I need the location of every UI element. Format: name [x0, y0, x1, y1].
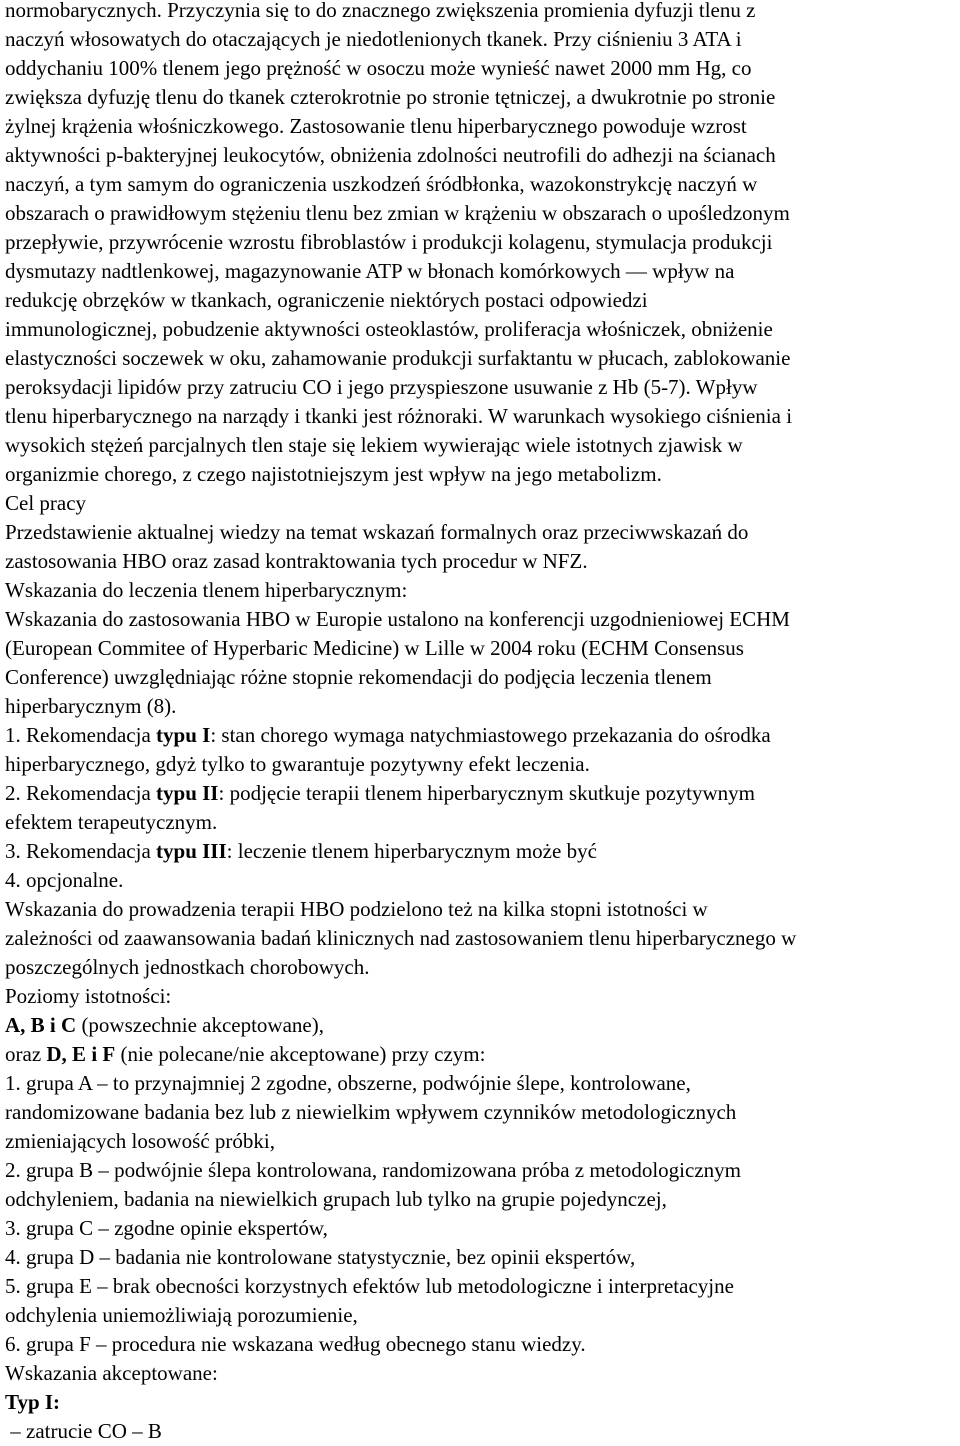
text-line: [5, 924, 958, 953]
bold-text-run: typu III: [156, 839, 227, 863]
text-line: [5, 1388, 958, 1417]
text-run: zwiększa dyfuzję tlenu do tkanek czterokrotnie po stronie tętniczej, a dwukrotnie po stronie: [5, 85, 776, 109]
text-line: [5, 721, 958, 750]
text-run: przepływie, przywrócenie wzrostu fibroblastów i produkcji kolagenu, stymulacja produkcji: [5, 230, 773, 254]
text-run: peroksydacji lipidów przy zatruciu CO i jego przyspieszone usuwanie z Hb (5-7). Wpływ: [5, 375, 758, 399]
text-run: obszarach o prawidłowym stężeniu tlenu bez zmian w krążeniu w obszarach o upośledzonym: [5, 201, 790, 225]
text-run: 4. opcjonalne.: [5, 868, 124, 892]
text-line: [5, 605, 958, 634]
text-line: [5, 141, 958, 170]
text-line: [5, 199, 958, 228]
bold-text-run: D, E i F: [46, 1042, 116, 1066]
text-line: [5, 663, 958, 692]
text-line: [5, 83, 958, 112]
text-run: zależności od zaawansowania badań klinicznych nad zastosowaniem tlenu hiperbarycznego w: [5, 926, 797, 950]
text-line: [5, 1272, 958, 1301]
text-line: [5, 344, 958, 373]
text-line: [5, 228, 958, 257]
text-line: [5, 257, 958, 286]
text-line: [5, 112, 958, 141]
text-run: naczyń włosowatych do otaczających je niedotlenionych tkanek. Przy ciśnieniu 3 ATA i: [5, 27, 742, 51]
text-line: [5, 1040, 958, 1069]
text-line: [5, 1185, 958, 1214]
text-line: [5, 402, 958, 431]
text-line: [5, 170, 958, 199]
text-run: normobarycznych. Przyczynia się to do znacznego zwiększenia promienia dyfuzji tlenu z: [5, 0, 756, 22]
text-run: zastosowania HBO oraz zasad kontraktowania tych procedur w NFZ.: [5, 549, 588, 573]
text-run: 6. grupa F – procedura nie wskazana według obecnego stanu wiedzy.: [5, 1332, 586, 1356]
text-run: 1. grupa A – to przynajmniej 2 zgodne, obszerne, podwójnie ślepe, kontrolowane,: [5, 1071, 691, 1095]
text-run: redukcję obrzęków w tkankach, ograniczenie niektórych postaci odpowiedzi: [5, 288, 648, 312]
text-run: 1. Rekomendacja: [5, 723, 157, 747]
text-run: : podjęcie terapii tlenem hiperbarycznym skutkuje pozytywnym: [218, 781, 755, 805]
text-run: Wskazania do zastosowania HBO w Europie ustalono na konferencji uzgodnieniowej ECHM: [5, 607, 790, 631]
text-run: 2. Rekomendacja: [5, 781, 157, 805]
text-line: [5, 808, 958, 837]
text-line: [5, 0, 958, 25]
bold-text-run: A, B i C: [5, 1013, 77, 1037]
text-line: [5, 576, 958, 605]
text-run: (nie polecane/nie akceptowane) przy czym:: [115, 1042, 486, 1066]
text-run: oddychaniu 100% tlenem jego prężność w osoczu może wynieść nawet 2000 mm Hg, co: [5, 56, 752, 80]
text-line: [5, 1127, 958, 1156]
text-line: [5, 953, 958, 982]
text-line: [5, 1098, 958, 1127]
text-line: [5, 750, 958, 779]
text-line: [5, 837, 958, 866]
text-run: : stan chorego wymaga natychmiastowego przekazania do ośrodka: [210, 723, 771, 747]
text-line: [5, 895, 958, 924]
text-line: [5, 1156, 958, 1185]
text-line: [5, 1417, 958, 1446]
text-run: oraz: [5, 1042, 47, 1066]
text-line: [5, 1243, 958, 1272]
text-line: [5, 286, 958, 315]
text-run: wysokich stężeń parcjalnych tlen staje się lekiem wywierając wiele istotnych zjawisk w: [5, 433, 743, 457]
text-run: Wskazania akceptowane:: [5, 1361, 218, 1385]
text-run: (European Commitee of Hyperbaric Medicine) w Lille w 2004 roku (ECHM Consensus: [5, 636, 744, 660]
text-line: [5, 460, 958, 489]
text-run: odchyleniem, badania na niewielkich grupach lub tylko na grupie pojedynczej,: [5, 1187, 667, 1211]
text-line: [5, 1214, 958, 1243]
text-run: Wskazania do leczenia tlenem hiperbarycznym:: [5, 578, 408, 602]
text-line: [5, 25, 958, 54]
text-run: : leczenie tlenem hiperbarycznym może być: [226, 839, 597, 863]
text-run: 3. Rekomendacja: [5, 839, 157, 863]
text-run: aktywności p-bakteryjnej leukocytów, obniżenia zdolności neutrofili do adhezji na ścianach: [5, 143, 776, 167]
text-line: [5, 547, 958, 576]
text-run: 2. grupa B – podwójnie ślepa kontrolowana, randomizowana próba z metodologicznym: [5, 1158, 741, 1182]
text-line: [5, 489, 958, 518]
text-run: naczyń, a tym samym do ograniczenia uszkodzeń śródbłonka, wazokonstrykcję naczyń w: [5, 172, 758, 196]
text-line: [5, 431, 958, 460]
text-run: tlenu hiperbarycznego na narządy i tkanki jest różnoraki. W warunkach wysokiego ciśnienia i: [5, 404, 793, 428]
text-run: poszczególnych jednostkach chorobowych.: [5, 955, 370, 979]
text-line: [5, 1330, 958, 1359]
text-run: Poziomy istotności:: [5, 984, 172, 1008]
text-run: organizmie chorego, z czego najistotniejszym jest wpływ na jego metabolizm.: [5, 462, 662, 486]
text-run: immunologicznej, pobudzenie aktywności osteoklastów, proliferacja włośniczek, obniżenie: [5, 317, 773, 341]
text-run: Wskazania do prowadzenia terapii HBO podzielono też na kilka stopni istotności w: [5, 897, 708, 921]
text-run: (powszechnie akceptowane),: [76, 1013, 324, 1037]
text-run: dysmutazy nadtlenkowej, magazynowanie ATP w błonach komórkowych — wpływ na: [5, 259, 735, 283]
text-line: [5, 54, 958, 83]
text-line: [5, 982, 958, 1011]
text-run: hiperbarycznego, gdyż tylko to gwarantuje pozytywny efekt leczenia.: [5, 752, 590, 776]
text-line: [5, 1359, 958, 1388]
text-run: Cel pracy: [5, 491, 87, 515]
text-run: Conference) uwzględniając różne stopnie rekomendacji do podjęcia leczenia tlenem: [5, 665, 712, 689]
text-line: [5, 1301, 958, 1330]
text-run: żylnej krążenia włośniczkowego. Zastosowanie tlenu hiperbarycznego powoduje wzrost: [5, 114, 747, 138]
text-line: [5, 373, 958, 402]
text-line: [5, 692, 958, 721]
text-line: [5, 779, 958, 808]
text-line: [5, 1011, 958, 1040]
text-run: 5. grupa E – brak obecności korzystnych efektów lub metodologiczne i interpretacyjne: [5, 1274, 734, 1298]
text-line: [5, 1069, 958, 1098]
text-run: elastyczności soczewek w oku, zahamowanie produkcji surfaktantu w płucach, zablokowanie: [5, 346, 791, 370]
text-run: zmieniających losowość próbki,: [5, 1129, 276, 1153]
text-run: hiperbarycznym (8).: [5, 694, 177, 718]
bold-text-run: typu I: [156, 723, 211, 747]
bold-text-run: Typ I:: [5, 1390, 61, 1414]
text-run: 4. grupa D – badania nie kontrolowane statystycznie, bez opinii ekspertów,: [5, 1245, 636, 1269]
text-line: [5, 315, 958, 344]
text-run: 3. grupa C – zgodne opinie ekspertów,: [5, 1216, 328, 1240]
text-run: Przedstawienie aktualnej wiedzy na temat wskazań formalnych oraz przeciwwskazań do: [5, 520, 749, 544]
text-run: randomizowane badania bez lub z niewielkim wpływem czynników metodologicznych: [5, 1100, 737, 1124]
text-line: [5, 634, 958, 663]
bold-text-run: typu II: [156, 781, 219, 805]
text-run: efektem terapeutycznym.: [5, 810, 218, 834]
text-run: – zatrucie CO – B: [5, 1419, 162, 1443]
text-line: [5, 866, 958, 895]
text-line: [5, 518, 958, 547]
document-body: [5, 0, 958, 1446]
text-run: odchylenia uniemożliwiają porozumienie,: [5, 1303, 358, 1327]
